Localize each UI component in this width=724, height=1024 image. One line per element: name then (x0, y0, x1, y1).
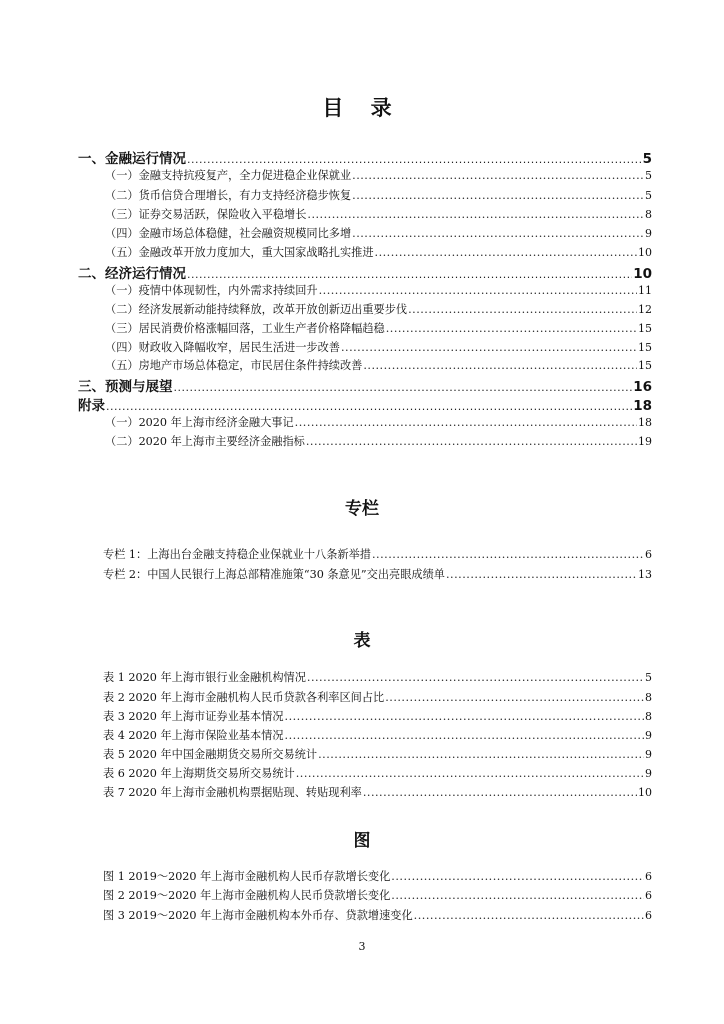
table-entry[interactable] (103, 765, 652, 781)
toc-entry-text: 附录 (78, 398, 105, 414)
toc-entry[interactable] (78, 375, 652, 395)
toc-entry-page: 8 (645, 208, 652, 221)
leader-dots (187, 268, 632, 281)
leader-dots (319, 284, 637, 297)
toc-entry-text: （四）财政收入降幅收窄，居民生活进一步改善 (105, 341, 340, 354)
leader-dots (375, 246, 637, 259)
figures-heading: 图 (353, 831, 371, 851)
page-number: 3 (358, 940, 366, 953)
leader-dots (285, 729, 644, 742)
toc-entry-text: （二）2020 年上海市主要经济金融指标 (105, 435, 305, 448)
toc-entry-page: 9 (645, 227, 652, 240)
toc-entry-text: （一）金融支持抗疫复产，全力促进稳企业保就业 (105, 169, 352, 182)
figure-entry[interactable] (103, 887, 652, 903)
toc-entry-page: 10 (633, 266, 652, 282)
leader-dots (363, 359, 637, 372)
table-entry[interactable] (103, 746, 652, 762)
table-entry-page: 8 (645, 710, 652, 723)
toc-entry-page: 11 (638, 284, 652, 297)
toc-entry[interactable] (78, 394, 652, 414)
column-entry-text: 专栏 2：中国人民银行上海总部精准施策“30 条意见”交出亮眼成绩单 (103, 568, 445, 581)
figure-entry-text: 图 3 2019～2020 年上海市金融机构本外币存、贷款增速变化 (103, 909, 413, 922)
toc-entry-text: （三）证券交易活跃，保险收入平稳增长 (105, 208, 307, 221)
toc-entry[interactable] (105, 225, 652, 241)
toc-entry[interactable] (105, 320, 652, 336)
leader-dots (414, 909, 644, 922)
table-entry[interactable] (103, 689, 652, 705)
table-entry-text: 表 4 2020 年上海市保险业基本情况 (103, 729, 284, 742)
table-entry-page: 8 (645, 691, 652, 704)
figure-entry-page: 6 (645, 909, 652, 922)
toc-entry[interactable] (105, 301, 652, 317)
toc-entry-text: （二）货币信贷合理增长，有力支持经济稳步恢复 (105, 189, 352, 202)
column-entry-text: 专栏 1：上海出台金融支持稳企业保就业十八条新举措 (103, 548, 371, 561)
column-entry[interactable] (103, 566, 652, 582)
leader-dots (352, 227, 644, 240)
toc-entry-page: 16 (633, 379, 652, 395)
toc-entry-page: 10 (638, 246, 652, 259)
leader-dots (372, 548, 644, 561)
toc-entry-text: （二）经济发展新动能持续释放，改革开放创新迈出重要步伐 (105, 303, 408, 316)
toc-entry-text: （五）金融改革开放力度加大，重大国家战略扎实推进 (105, 246, 374, 259)
column-entry[interactable] (103, 546, 652, 562)
leader-dots (187, 153, 642, 166)
table-entry-text: 表 3 2020 年上海市证券业基本情况 (103, 710, 284, 723)
toc-entry-page: 12 (638, 303, 652, 316)
toc-entry[interactable] (78, 262, 652, 282)
toc-entry-page: 5 (642, 151, 652, 167)
column-entry-page: 6 (645, 548, 652, 561)
leader-dots (306, 435, 637, 448)
columns-heading: 专栏 (345, 499, 379, 519)
leader-dots (391, 870, 644, 883)
toc-entry-text: 三、预测与展望 (78, 379, 173, 395)
toc-entry-page: 5 (645, 169, 652, 182)
leader-dots (318, 748, 644, 761)
leader-dots (106, 400, 632, 413)
table-entry-text: 表 1 2020 年上海市银行业金融机构情况 (103, 671, 306, 684)
leader-dots (352, 189, 644, 202)
column-entry-page: 13 (638, 568, 652, 581)
leader-dots (446, 568, 637, 581)
table-entry-text: 表 6 2020 年上海期货交易所交易统计 (103, 767, 295, 780)
figure-entry-page: 6 (645, 889, 652, 902)
leader-dots (386, 322, 637, 335)
toc-entry-page: 15 (638, 322, 652, 335)
leader-dots (295, 416, 637, 429)
toc-entry-text: （三）居民消费价格涨幅回落，工业生产者价格降幅趋稳 (105, 322, 385, 335)
table-entry-page: 9 (645, 767, 652, 780)
toc-entry-text: 一、金融运行情况 (78, 151, 186, 167)
table-entry[interactable] (103, 727, 652, 743)
leader-dots (174, 381, 633, 394)
toc-entry[interactable] (105, 206, 652, 222)
table-entry-text: 表 2 2020 年上海市金融机构人民币贷款各利率区间占比 (103, 691, 385, 704)
table-entry-text: 表 5 2020 年中国金融期货交易所交易统计 (103, 748, 318, 761)
toc-entry-text: （四）金融市场总体稳健，社会融资规模同比多增 (105, 227, 352, 240)
toc-entry-page: 19 (638, 435, 652, 448)
tables-heading: 表 (353, 631, 371, 651)
leader-dots (341, 341, 637, 354)
figure-entry-page: 6 (645, 870, 652, 883)
toc-entry-text: 二、经济运行情况 (78, 266, 186, 282)
toc-entry[interactable] (105, 282, 652, 298)
table-entry[interactable] (103, 708, 652, 724)
toc-entry[interactable] (105, 433, 652, 449)
table-entry[interactable] (103, 669, 652, 685)
leader-dots (408, 303, 637, 316)
table-entry-page: 9 (645, 748, 652, 761)
figure-entry-text: 图 1 2019～2020 年上海市金融机构人民币存款增长变化 (103, 870, 391, 883)
leader-dots (363, 786, 637, 799)
leader-dots (296, 767, 644, 780)
table-entry-text: 表 7 2020 年上海市金融机构票据贴现、转贴现利率 (103, 786, 362, 799)
toc-entry-text: （一）疫情中体现韧性，内外需求持续回升 (105, 284, 318, 297)
toc-entry[interactable] (105, 244, 652, 260)
toc-entry-page: 15 (638, 341, 652, 354)
leader-dots (385, 691, 644, 704)
table-entry-page: 9 (645, 729, 652, 742)
toc-entry-page: 18 (638, 416, 652, 429)
toc-entry[interactable] (105, 414, 652, 430)
figure-entry-text: 图 2 2019～2020 年上海市金融机构人民币贷款增长变化 (103, 889, 391, 902)
toc-entry-page: 5 (645, 189, 652, 202)
table-entry-page: 5 (645, 671, 652, 684)
toc-entry[interactable] (78, 147, 652, 167)
figure-entry[interactable] (103, 907, 652, 923)
toc-entry-text: （五）房地产市场总体稳定，市民居住条件持续改善 (105, 359, 363, 372)
leader-dots (352, 169, 644, 182)
toc-entry[interactable] (105, 187, 652, 203)
toc-entry-text: （一）2020 年上海市经济金融大事记 (105, 416, 294, 429)
leader-dots (307, 671, 644, 684)
table-entry[interactable] (103, 784, 652, 800)
page-title: 目 录 (322, 96, 402, 120)
toc-entry[interactable] (105, 339, 652, 355)
toc-entry[interactable] (105, 167, 652, 183)
toc-entry[interactable] (105, 357, 652, 373)
figure-entry[interactable] (103, 868, 652, 884)
leader-dots (307, 208, 644, 221)
table-entry-page: 10 (638, 786, 652, 799)
toc-entry-page: 15 (638, 359, 652, 372)
leader-dots (391, 889, 644, 902)
toc-entry-page: 18 (633, 398, 652, 414)
leader-dots (285, 710, 644, 723)
